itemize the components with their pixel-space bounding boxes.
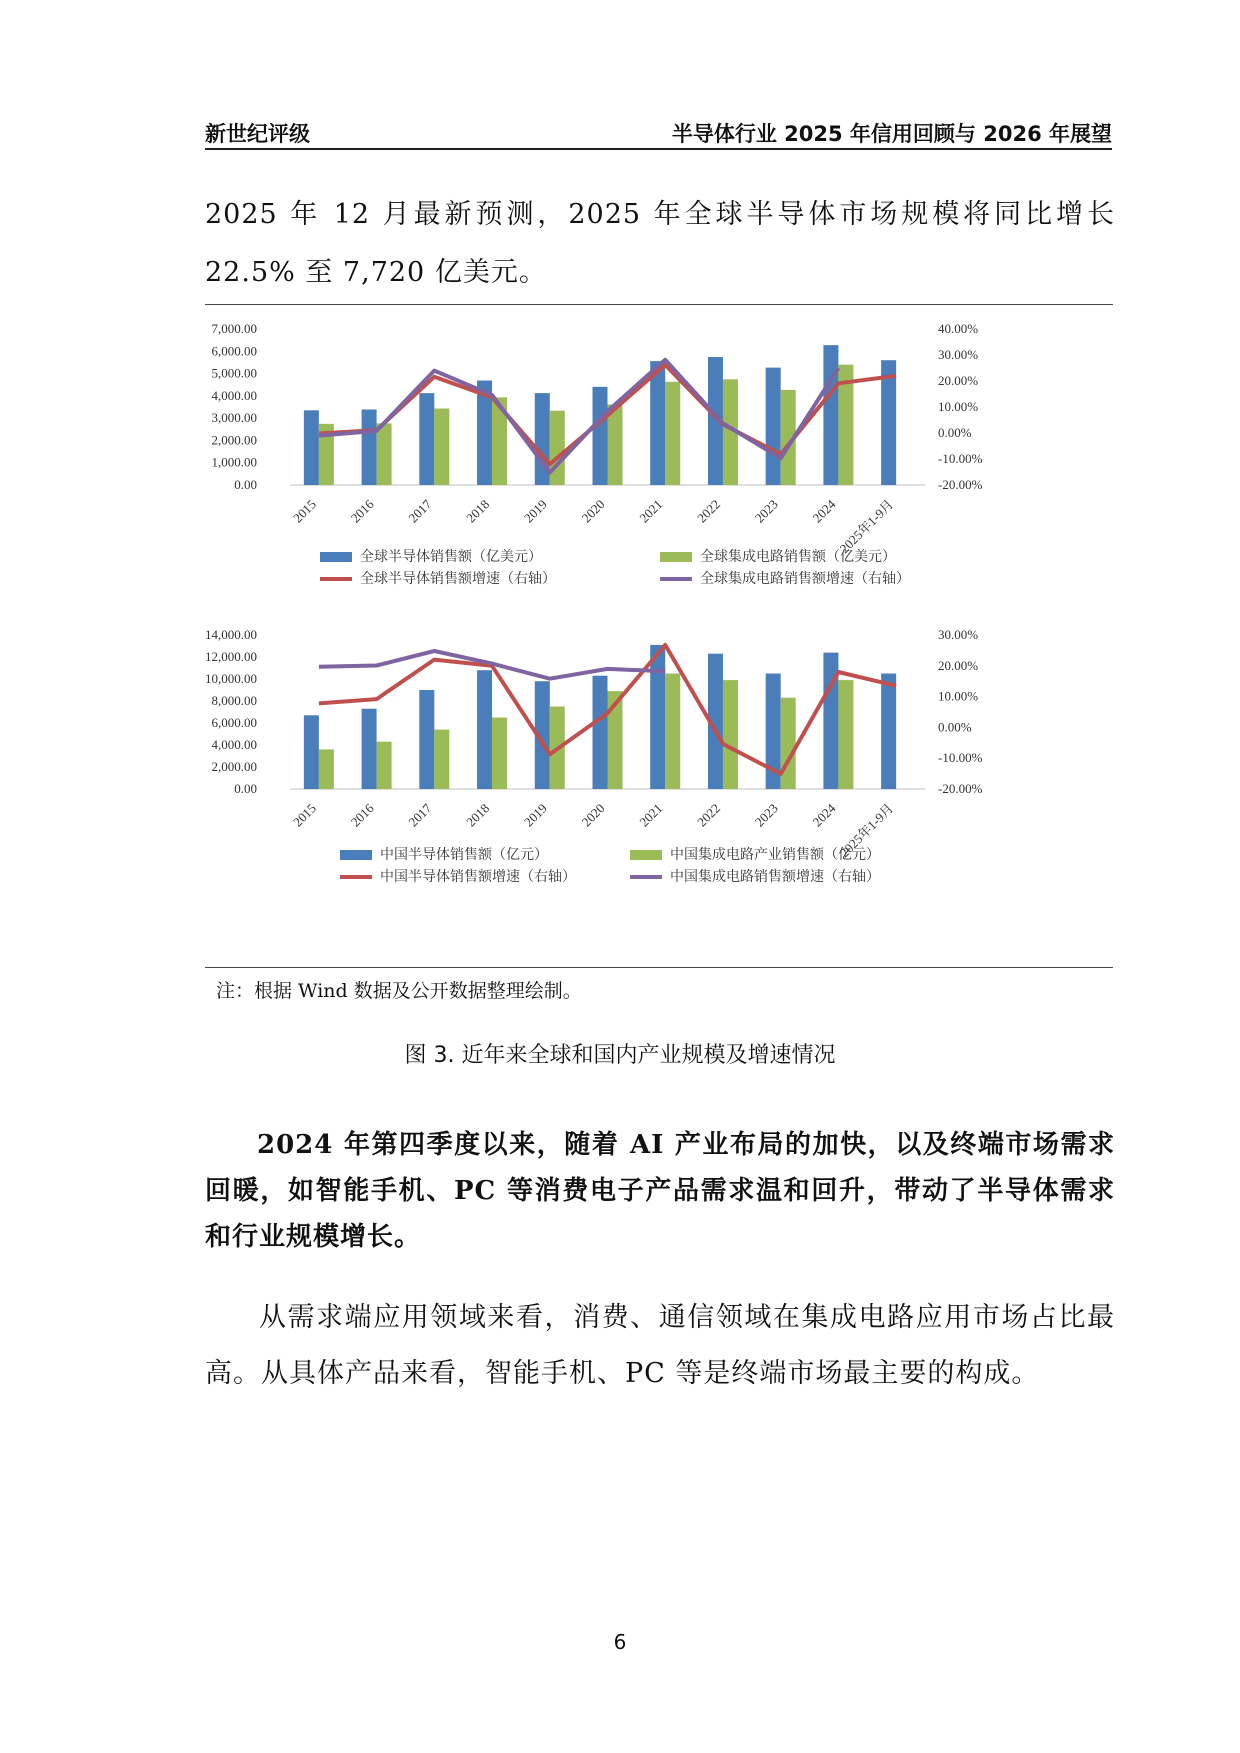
legend-label: 全球半导体销售额（亿美元）	[360, 549, 542, 565]
left-axis-tick-label: 8,000.00	[211, 693, 257, 708]
category-label: 2017	[405, 800, 435, 830]
bar	[304, 410, 319, 485]
bar	[362, 709, 377, 789]
legend-label: 全球集成电路销售额增速（右轴）	[700, 571, 910, 587]
right-axis-tick-label: -20.00%	[938, 781, 983, 796]
left-axis-tick-label: 3,000.00	[211, 410, 257, 426]
category-label: 2022	[694, 496, 724, 526]
category-label: 2025年1-9月	[836, 496, 897, 557]
bar	[419, 690, 434, 789]
category-label: 2016	[347, 496, 377, 526]
bar	[823, 345, 838, 485]
bar	[881, 674, 896, 790]
left-axis-tick-label: 6,000.00	[211, 343, 257, 359]
page-number: 6	[613, 1630, 627, 1654]
bar	[377, 423, 392, 485]
bar	[550, 411, 565, 485]
category-label: 2015	[289, 800, 319, 830]
bar	[434, 409, 449, 485]
left-axis-tick-label: 14,000.00	[205, 627, 257, 642]
bar	[665, 674, 680, 790]
figure-svg	[205, 305, 1113, 967]
bar	[650, 361, 665, 485]
category-label: 2025年1-9月	[836, 800, 897, 861]
category-label: 2020	[578, 800, 608, 830]
left-axis-tick-label: 4,000.00	[211, 387, 257, 403]
left-axis-tick-label: 4,000.00	[211, 737, 257, 752]
legend-swatch	[320, 552, 352, 562]
category-label: 2021	[636, 496, 666, 526]
right-axis-tick-label: -10.00%	[938, 451, 983, 466]
legend-label: 中国集成电路产业销售额（亿元）	[670, 847, 880, 863]
legend-label: 中国半导体销售额（亿元）	[380, 847, 548, 863]
category-label: 2024	[809, 496, 839, 526]
bar	[434, 730, 449, 789]
left-axis-tick-label: 1,000.00	[211, 454, 257, 470]
bar	[608, 405, 623, 485]
left-axis-tick-label: 10,000.00	[205, 671, 257, 686]
bar	[838, 680, 853, 789]
right-axis-tick-label: -10.00%	[938, 750, 983, 766]
left-axis-tick-label: 12,000.00	[205, 649, 257, 664]
figure-3	[205, 304, 1113, 968]
bar	[781, 698, 796, 789]
left-axis-tick-label: 5,000.00	[211, 365, 257, 381]
legend-label: 全球集成电路销售额（亿美元）	[700, 549, 896, 565]
left-axis-tick-label: 0.00	[234, 477, 257, 492]
legend-label: 中国半导体销售额增速（右轴）	[380, 869, 576, 885]
category-label: 2015	[289, 496, 319, 526]
right-axis-tick-label: 10.00%	[938, 399, 979, 414]
bar	[650, 645, 665, 789]
bar	[593, 676, 608, 789]
publisher-name: 新世纪评级	[205, 122, 310, 146]
right-axis-tick-label: 0.00%	[938, 719, 972, 735]
bar	[419, 393, 434, 485]
figure-caption: 图 3. 近年来全球和国内产业规模及增速情况	[404, 1043, 836, 1068]
category-label: 2017	[405, 496, 435, 526]
category-label: 2018	[463, 496, 493, 526]
legend-swatch	[340, 850, 372, 860]
right-axis-tick-label: 10.00%	[938, 688, 979, 704]
bold-paragraph: 2024 年第四季度以来，随着 AI 产业布局的加快，以及终端市场需求回暖，如智能手机、PC 等消费电子产品需求温和回升，带动了半导体需求和行业规模增长。	[205, 1130, 1115, 1252]
bar	[362, 409, 377, 485]
bar	[477, 670, 492, 789]
bar	[723, 680, 738, 789]
bar	[377, 742, 392, 789]
figure-note: 注：根据 Wind 数据及公开数据整理绘制。	[216, 980, 582, 1002]
right-axis-tick-label: 30.00%	[938, 347, 979, 362]
right-axis-tick-label: -20.00%	[938, 477, 983, 492]
category-label: 2023	[751, 800, 781, 830]
left-axis-tick-label: 6,000.00	[211, 715, 257, 730]
category-label: 2018	[463, 800, 493, 830]
category-label: 2016	[347, 800, 377, 830]
series-line	[319, 360, 839, 473]
left-axis-tick-label: 2,000.00	[211, 759, 257, 774]
category-label: 2023	[751, 496, 781, 526]
bar	[766, 368, 781, 485]
legend-label: 中国集成电路销售额增速（右轴）	[670, 869, 880, 885]
category-label: 2021	[636, 800, 666, 830]
right-axis-tick-label: 30.00%	[938, 627, 979, 642]
right-axis-tick-label: 20.00%	[938, 373, 979, 388]
bar	[304, 715, 319, 789]
left-axis-tick-label: 7,000.00	[211, 321, 257, 336]
intro-paragraph: 2025 年 12 月最新预测，2025 年全球半导体市场规模将同比增长 22.5% 至 7,720 亿美元。	[205, 199, 1115, 288]
right-axis-tick-label: 20.00%	[938, 657, 979, 673]
page-header	[205, 118, 1112, 150]
category-label: 2024	[809, 800, 839, 830]
report-title: 半导体行业 2025 年信用回顾与 2026 年展望	[671, 122, 1112, 146]
body-paragraph: 从需求端应用领域来看，消费、通信领域在集成电路应用市场占比最高。从具体产品来看，智能手机、PC 等是终端市场最主要的构成。	[205, 1302, 1115, 1389]
category-label: 2022	[694, 800, 724, 830]
legend-swatch	[660, 552, 692, 562]
series-line	[319, 651, 665, 679]
bar	[665, 382, 680, 485]
right-axis-tick-label: 40.00%	[938, 321, 979, 336]
category-label: 2019	[520, 496, 550, 526]
category-label: 2019	[520, 800, 550, 830]
legend-label: 全球半导体销售额增速（右轴）	[360, 571, 556, 587]
left-axis-tick-label: 2,000.00	[211, 432, 257, 448]
category-label: 2020	[578, 496, 608, 526]
left-axis-tick-label: 0.00	[234, 781, 257, 796]
bar	[593, 387, 608, 485]
legend-swatch	[630, 850, 662, 860]
right-axis-tick-label: 0.00%	[938, 425, 972, 440]
bar	[492, 718, 507, 790]
bar	[319, 749, 334, 789]
